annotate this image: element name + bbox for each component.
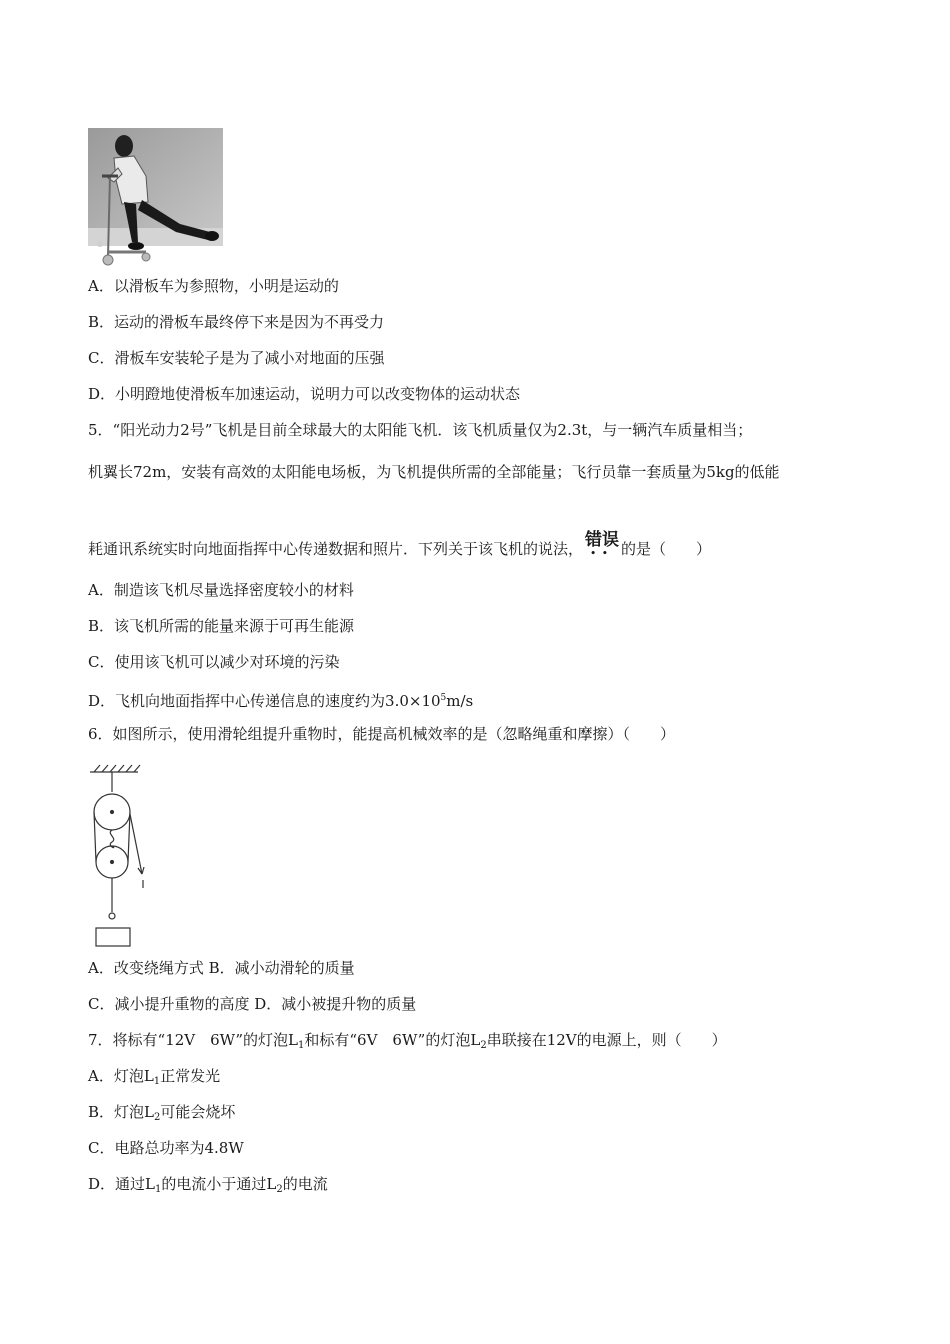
- q7-option-d-mid: 的电流小于通过L: [161, 1175, 277, 1193]
- scooter-photo: [88, 128, 223, 270]
- q6-stem: 6．如图所示，使用滑轮组提升重物时，能提高机械效率的是（忽略绳重和摩擦）（ ）: [88, 725, 676, 743]
- q7-option-a-tail: 正常发光: [160, 1067, 221, 1085]
- q4-option-b: B．运动的滑板车最终停下来是因为不再受力: [88, 313, 385, 331]
- q4-option-c: C．滑板车安装轮子是为了减小对地面的压强: [88, 349, 385, 367]
- q4-option-a: A．以滑板车为参照物，小明是运动的: [88, 277, 339, 295]
- pulley-diagram: [86, 762, 146, 948]
- q7-option-d: [88, 1174, 328, 1200]
- q5-option-c: C．使用该飞机可以减少对环境的污染: [88, 653, 340, 671]
- q5-stem-line-2: 机翼长72m，安装有高效的太阳能电场板，为飞机提供所需的全部能量；飞行员靠一套质量为5kg的低能: [88, 463, 780, 481]
- subscript: 1: [155, 1184, 162, 1195]
- q7-option-c: C．电路总功率为4.8W: [88, 1139, 244, 1157]
- q5-stem-text: 耗通讯系统实时向地面指挥中心传递数据和照片．下列关于该飞机的说法，: [88, 540, 584, 558]
- q7-stem-part-3: 串联接在12V的电源上，则（ ）: [486, 1031, 727, 1049]
- q7-stem-part-2: 和标有“6V 6W”的灯泡L: [304, 1031, 481, 1049]
- unit: m/s: [446, 692, 474, 710]
- q7-option-a-text: A．灯泡L: [88, 1067, 154, 1085]
- q5-stem-tail: 的是（ ）: [621, 540, 712, 558]
- q5-option-d: [88, 688, 473, 711]
- q5-stem-line-3: [88, 530, 711, 559]
- subscript: 2: [276, 1184, 283, 1195]
- q7-stem-part-1: 7．将标有“12V 6W”的灯泡L: [88, 1031, 299, 1049]
- q5-option-a: A．制造该飞机尽量选择密度较小的材料: [88, 581, 354, 599]
- q7-stem: [88, 1030, 727, 1056]
- q5-stem-line-1: 5．“阳光动力2号”飞机是目前全球最大的太阳能飞机．该飞机质量仅为2.3t，与一辆汽车质量相当；: [88, 421, 753, 439]
- q7-option-b: [88, 1102, 235, 1128]
- emphasis-dots: ••: [590, 549, 614, 559]
- q7-option-b-text: B．灯泡L: [88, 1103, 154, 1121]
- q7-option-d-tail: 的电流: [282, 1175, 328, 1193]
- q6-option-cd: C．减小提升重物的高度 D．减小被提升物的质量: [88, 995, 417, 1013]
- emphasis-word: [585, 530, 620, 559]
- q7-option-b-tail: 可能会烧坏: [160, 1103, 236, 1121]
- subscript: 2: [480, 1040, 487, 1051]
- emphasis-text: 错误: [585, 530, 620, 550]
- subscript: 1: [298, 1040, 305, 1051]
- subscript: 2: [153, 1112, 161, 1123]
- q4-option-d: D．小明蹬地使滑板车加速运动，说明力可以改变物体的运动状态: [88, 385, 521, 403]
- q6-option-ab: A．改变绕绳方式 B．减小动滑轮的质量: [88, 959, 355, 977]
- exponent: 5: [440, 693, 447, 703]
- q5-option-b: B．该飞机所需的能量来源于可再生能源: [88, 617, 355, 635]
- q5-option-d-text: D．飞机向地面指挥中心传递信息的速度约为3.0×10: [88, 692, 441, 710]
- subscript: 1: [153, 1076, 161, 1087]
- q7-option-a: [88, 1066, 220, 1092]
- q7-option-d-text: D．通过L: [88, 1175, 155, 1193]
